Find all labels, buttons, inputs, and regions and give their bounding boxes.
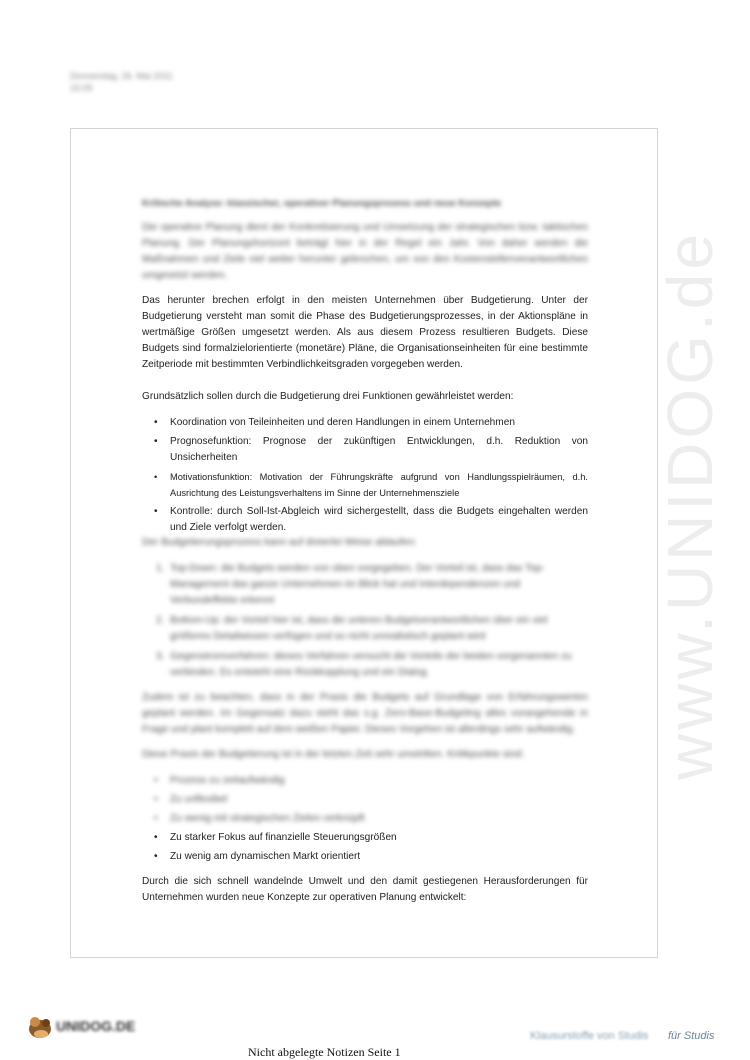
list-item: • Zu wenig mit strategischen Zielen verknüpft [142,811,588,827]
budget-paragraph: Das herunter brechen erfolgt in den meisten Unternehmen über Budgetierung. Unter der Budgetierung versteht man somit die Phase des Budgetierungsprozesses, in der Aktionspläne in wertmäßige Größen umgesetzt werden. Als aus diesem Prozess resultieren Budgets. Diese Budgets sind formalzielorientierte (monetäre) Pläne, die Organisationseinheiten für eine bestimmte Zeitperiode mit bestimmten Verbindlichkeitsgraden vorgegeben werden. [142,295,588,370]
criticism-list [142,773,588,865]
list-text: Gegenstromverfahren: dieses Verfahren versucht die Vorteile der beiden vorgenannten zu verbinden. Es entsteht eine Rückkopplung und ein Dialog. [170,651,572,678]
list-item: • Zu unflexibel [142,792,588,808]
list-item: • Zu wenig am dynamischen Markt orientiert [142,849,588,865]
process-paragraph: Der Budgetierungsprozess kann auf dreierlei Weise ablaufen: [142,537,417,548]
document-content [142,196,588,906]
list-item [142,649,588,681]
list-item: • Kontrolle: durch Soll-Ist-Abgleich wird sichergestellt, dass die Budgets eingehalten werden und Ziele verfolgt werden. [142,504,588,536]
footer-logo-text: UNIDOG.DE [56,1018,136,1034]
list-item [142,613,588,645]
header-time-line: 15:09 [70,83,93,93]
header-date-line: Donnerstag, 26. Mai 2011 [70,71,173,81]
criticism-paragraph: Diese Praxis der Budgetierung ist in der letzten Zeit sehr umstritten. Kritikpunkte sind: [142,749,525,760]
conclusion-paragraph: Durch die sich schnell wandelnde Umwelt und den damit gestiegenen Herausforderungen für Unternehmen wurden neue Konzepte zur operativen Planung entwickelt: [142,876,588,903]
list-item: • Prozess zu zeitaufwändig [142,773,588,789]
functions-paragraph: Grundsätzlich sollen durch die Budgetierung drei Funktionen gewährleistet werden: [142,391,514,402]
footer-page-label: Nicht abgelegte Notizen Seite 1 [248,1045,401,1059]
zero-base-paragraph: Zudem ist zu beachten, dass in der Praxis die Budgets auf Grundlage von Erfahrungswerten geplant werden. Im Gegensatz dazu steht das s.g. Zero-Base-Budgeting alles vorangehende in Frage und plant komplett auf dem weißen Papier. Dieses Vorgehen ist allerdings sehr aufwändig. [142,692,588,735]
list-item: • Koordination von Teileinheiten und deren Handlungen in einem Unternehmen [142,415,588,431]
list-number: 3. [156,651,165,662]
process-list [142,561,588,681]
list-text: Top-Down: die Budgets werden von oben vorgegeben. Der Vorteil ist, dass das Top-Management das ganze Unternehmen im Blick hat und Interdependenzen und Verbundeffekte erkennt [170,563,545,606]
list-number: 2. [156,615,165,626]
watermark [640,230,740,780]
intro-paragraph: Die operative Planung dient der Konkretisierung und Umsetzung der strategischen bzw. taktischen Planung. Der Planungshorizont beträgt hier in der Regel ein Jahr. Von daher werden die Maßnahmen und Ziele viel weiter herunter gebrochen, um von den Kostenstellenverantwortlichen umgesetzt werden. [142,222,588,281]
footer-slogan-blurred: Klausurstoffe von Studis [530,1030,649,1042]
list-number: 1. [156,563,165,574]
list-item: • Zu starker Fokus auf finanzielle Steuerungsgrößen [142,830,588,846]
header-date [70,70,173,94]
list-item: • Prognosefunktion: Prognose der zukünftigen Entwicklungen, d.h. Reduktion von Unsicherheiten [142,434,588,466]
list-item: • Motivationsfunktion: Motivation der Führungskräfte aufgrund von Handlungsspielräumen, d.h. Ausrichtung des Leistungsverhaltens im Sinne der Unternehmensziele [142,469,588,501]
document-heading: Kritische Analyse: klassischer, operativer Planungsprozess und neue Konzepte [142,198,502,209]
footer-slogan: für Studis [668,1030,715,1042]
watermark-text: www.UNIDOG.de [654,230,726,780]
list-text: Bottom-Up: der Vorteil hier ist, dass die unteren Budgetverantwortlichen über ein viel größeres Detailwissen verfügen und so nicht unrealistisch geplant wird [170,615,548,642]
functions-list [142,415,588,536]
list-item [142,561,588,609]
